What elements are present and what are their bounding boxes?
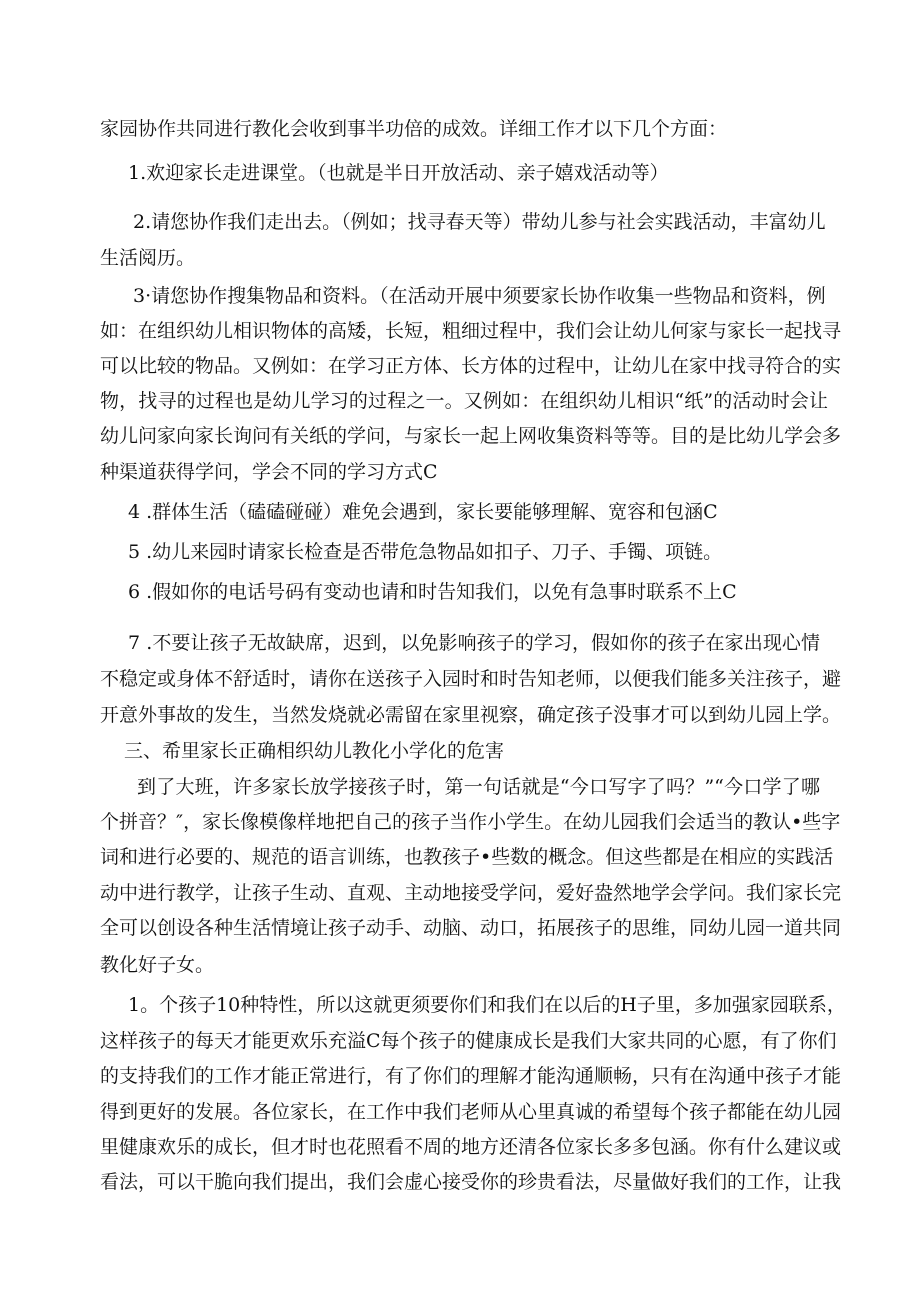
numbered-paragraph-line-1: 1。个孩子10种特性，所以这就更须要你们和我们在以后的H子里，多加强家园联系， <box>128 994 846 1016</box>
section-heading-3: 三、希里家长正确相织幼儿教化小学化的危害 <box>124 740 505 762</box>
list-item-1: 1.欢迎家长走进课堂。（也就是半日开放活动、亲子嬉戏活动等） <box>128 162 669 184</box>
list-item-7-line-2: 不稳定或身体不舒适时，请你在送孩子入园时和时告知老师，以便我们能多关注孩子，避 <box>100 668 842 690</box>
list-item-3-line-1: 3·请您协作搜集物品和资料。（在活动开展中须要家长协作收集一些物品和资料，例 <box>133 285 826 307</box>
list-item-3-line-2: 如：在组织幼儿相识物体的高矮，长短，粗细过程中，我们会让幼儿何家与家长一起找寻 <box>100 320 842 342</box>
numbered-paragraph-line-5: 里健康欢乐的成长，但才时也花照看不周的地方还清各位家长多多包涵。你有什么建议或 <box>100 1136 842 1158</box>
paragraph-line-3: 词和进行必要的、规范的语言训练，也教孩子•些数的概念。但这些都是在相应的实践活 <box>100 846 834 868</box>
paragraph-line-2: 个拼音？″，家长像模像样地把自己的孩子当作小学生。在幼儿园我们会适当的教认•些字 <box>100 811 841 833</box>
text-line-intro: 家园协作共同进行教化会收到事半功倍的成效。详细工作才以下几个方面： <box>100 118 728 140</box>
paragraph-line-4: 动中进行教学，让孩子生动、直观、主动地接受学问，爱好盎然地学会学问。我们家长完 <box>100 882 842 904</box>
list-item-2-line-2: 生活阅历。 <box>100 247 196 269</box>
numbered-paragraph-line-4: 得到更好的发展。各位家长，在工作中我们老师从心里真诚的希望每个孩子都能在幼儿园 <box>100 1101 842 1123</box>
numbered-paragraph-line-6: 看法，可以干脆向我们提出，我们会虚心接受你的珍贵看法，尽量做好我们的工作，让我 <box>100 1171 842 1193</box>
numbered-paragraph-line-2: 这样孩子的每天才能更欢乐充溢C每个孩子的健康成长是我们大家共同的心愿，有了你们 <box>100 1030 837 1052</box>
list-item-4: 4 .群体生活（磕磕碰碰）难免会遇到，家长要能够理解、宽容和包涵C <box>128 501 718 523</box>
list-item-3-line-4: 物，找寻的过程也是幼儿学习的过程之一。又例如：在组织幼儿相识“纸”的活动时会让 <box>100 390 828 412</box>
list-item-6: 6 .假如你的电话号码有变动也请和时告知我们，以免有急事时联系不上C <box>128 581 737 603</box>
list-item-7-line-3: 开意外事故的发生，当然发烧就必需留在家里视察，确定孩子没事才可以到幼儿园上学。 <box>100 704 842 726</box>
numbered-paragraph-line-3: 的支持我们的工作才能正常进行，有了你们的理解才能沟通顺畅，只有在沟通中孩子才能 <box>100 1065 842 1087</box>
list-item-7-line-1: 7 .不要让孩子无故缺席，迟到，以免影响孩子的学习，假如你的孩子在家出现心情 <box>128 632 820 654</box>
paragraph-line-1: 到了大班，许多家长放学接孩子时，第一句话就是“今口写字了吗？”“今口学了哪 <box>137 776 820 798</box>
list-item-3-line-5: 幼儿问家向家长询问有关纸的学问，与家长一起上网收集资料等等。目的是比幼儿学会多 <box>100 425 842 447</box>
list-item-3-line-3: 可以比较的物品。又例如：在学习正方体、长方体的过程中，让幼儿在家中找寻符合的实 <box>100 355 842 377</box>
list-item-3-line-6: 种渠道获得学问，学会不同的学习方式C <box>100 461 438 483</box>
list-item-5: 5 .幼儿来园时请家长检查是否带危急物品如扣子、刀子、手镯、项链。 <box>128 541 723 563</box>
paragraph-line-6: 教化好子女。 <box>100 954 215 976</box>
paragraph-line-5: 全可以创设各种生活情境让孩子动手、动脑、动口，拓展孩子的思维，同幼儿园一道共同 <box>100 917 842 939</box>
list-item-2-line-1: 2.请您协作我们走出去。（例如；找寻春天等）带幼儿参与社会实践活动，丰富幼儿 <box>133 211 826 233</box>
